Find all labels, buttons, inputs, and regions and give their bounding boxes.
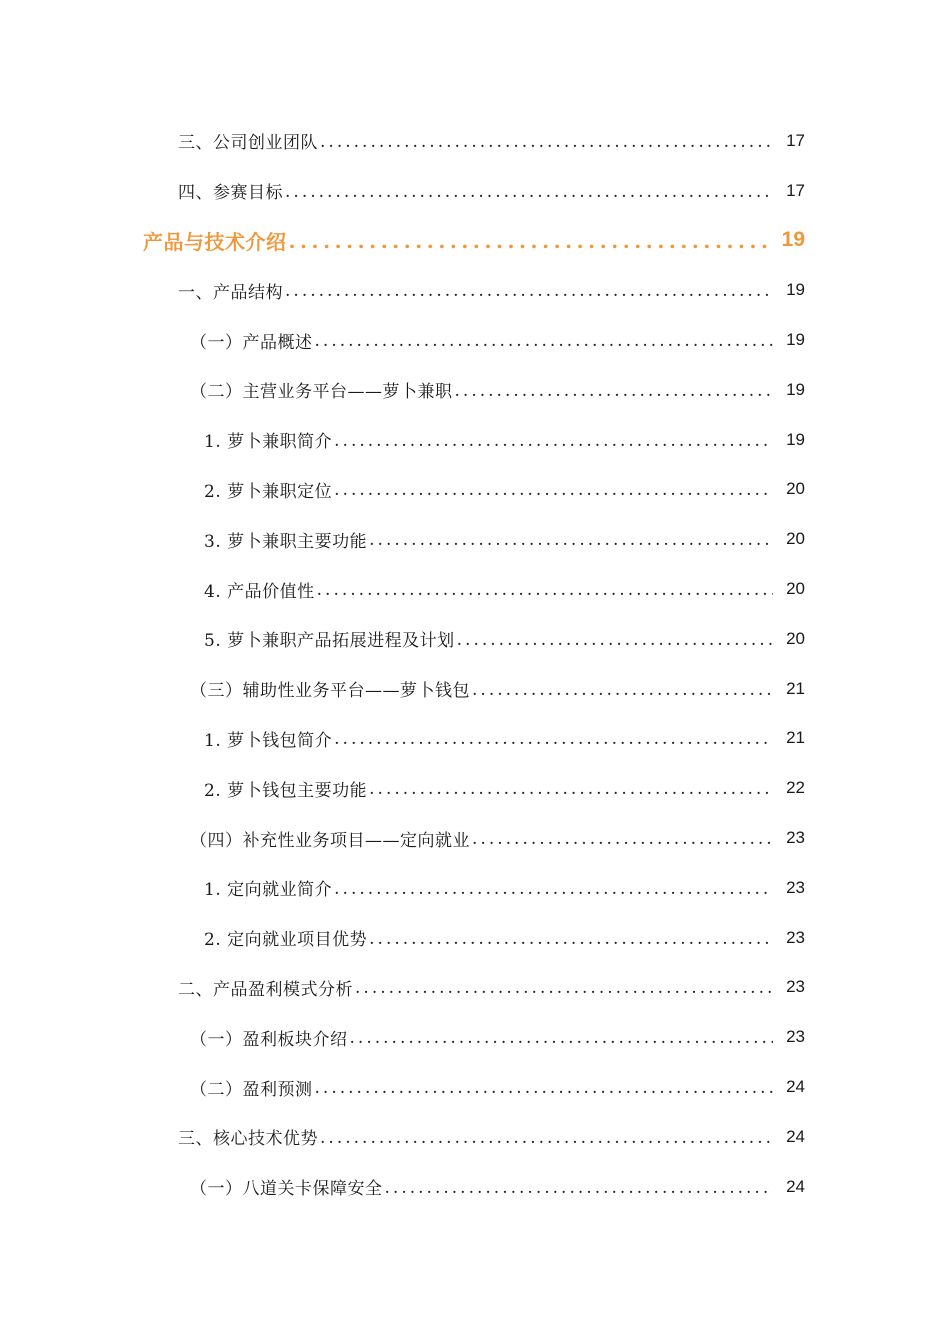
toc-entry[interactable] [0, 863, 950, 913]
toc-entry-label: （三）辅助性业务平台——萝卜钱包 [190, 681, 470, 702]
toc-entry-page-number: 24 [786, 1126, 805, 1146]
toc-entry-label: （四）补充性业务项目——定向就业 [190, 830, 470, 851]
toc-entry-page-number: 20 [786, 529, 805, 549]
toc-entry-label: 1. 萝卜钱包简介 [204, 730, 333, 751]
toc-entry-label: 4. 产品价值性 [204, 581, 315, 602]
toc-entry-label: 3. 萝卜兼职主要功能 [204, 531, 368, 552]
toc-entry[interactable] [0, 813, 950, 863]
toc-dot-leader [369, 929, 773, 949]
toc-entry-label: 2. 萝卜钱包主要功能 [204, 780, 368, 801]
toc-entry-label: 三、公司创业团队 [178, 133, 318, 154]
toc-entry-page-number: 23 [786, 927, 805, 947]
toc-dot-leader [369, 530, 773, 550]
toc-dot-leader [457, 630, 773, 650]
toc-dot-leader [334, 729, 773, 749]
toc-entry[interactable] [0, 265, 950, 315]
toc-entry[interactable] [0, 1062, 950, 1112]
toc-entry[interactable] [0, 714, 950, 764]
toc-dot-leader [385, 1178, 774, 1198]
toc-entry-page-number: 21 [786, 728, 805, 748]
toc-entry-page-number: 24 [786, 1077, 805, 1097]
toc-entry-label: （二）盈利预测 [190, 1079, 313, 1100]
toc-entry-page-number: 21 [786, 678, 805, 698]
toc-entry-page-number: 19 [786, 429, 805, 449]
toc-entry-label: 产品与技术介绍 [143, 229, 287, 254]
toc-entry-label: （二）主营业务平台——萝卜兼职 [190, 382, 453, 403]
toc-entry[interactable] [0, 514, 950, 564]
toc-entry-page-number: 20 [786, 628, 805, 648]
toc-dot-leader [334, 431, 773, 451]
toc-entry-page-number: 17 [786, 180, 805, 200]
toc-entry-page-number: 24 [786, 1176, 805, 1196]
toc-dot-leader [285, 281, 773, 301]
toc-entry-label: （一）盈利板块介绍 [190, 1029, 348, 1050]
toc-entry-page-number: 19 [786, 280, 805, 300]
toc-entry-label: 1. 定向就业简介 [204, 880, 333, 901]
toc-entry-page-number: 19 [786, 330, 805, 350]
toc-dot-leader [317, 580, 773, 600]
toc-dot-leader [320, 132, 773, 152]
toc-dot-leader [285, 182, 773, 202]
toc-entry[interactable] [0, 913, 950, 963]
toc-dot-leader [315, 1078, 774, 1098]
toc-entry-label: 三、核心技术优势 [178, 1129, 318, 1150]
toc-dot-leader [472, 829, 773, 849]
toc-entry[interactable] [0, 614, 950, 664]
toc-dot-leader [369, 779, 773, 799]
toc-dot-leader [350, 1028, 774, 1048]
toc-dot-leader [320, 1128, 773, 1148]
table-of-contents [0, 116, 950, 1212]
toc-dot-leader [455, 381, 774, 401]
toc-entry[interactable] [0, 465, 950, 515]
toc-entry-page-number: 23 [786, 828, 805, 848]
toc-entry-label: （一）八道关卡保障安全 [190, 1179, 383, 1200]
toc-entry-label: 5. 萝卜兼职产品拓展进程及计划 [204, 631, 455, 652]
toc-entry[interactable] [0, 1162, 950, 1212]
toc-entry[interactable] [0, 166, 950, 216]
toc-entry-page-number: 19 [781, 228, 805, 252]
toc-entry[interactable] [0, 365, 950, 415]
toc-entry-label: 2. 定向就业项目优势 [204, 930, 368, 951]
toc-entry-label: 二、产品盈利模式分析 [178, 979, 353, 1000]
toc-entry-page-number: 17 [786, 130, 805, 150]
toc-entry[interactable] [0, 216, 950, 266]
toc-entry[interactable] [0, 1112, 950, 1162]
toc-entry-page-number: 23 [786, 1027, 805, 1047]
toc-entry-page-number: 19 [786, 379, 805, 399]
toc-entry[interactable] [0, 1012, 950, 1062]
toc-entry-label: 四、参赛目标 [178, 183, 283, 204]
toc-entry-label: 一、产品结构 [178, 282, 283, 303]
toc-entry-label: （一）产品概述 [190, 332, 313, 353]
toc-dot-leader [355, 978, 773, 998]
toc-entry[interactable] [0, 664, 950, 714]
toc-dot-leader [334, 480, 773, 500]
toc-entry-page-number: 23 [786, 977, 805, 997]
toc-entry[interactable] [0, 315, 950, 365]
toc-dot-leader [289, 229, 774, 253]
toc-entry[interactable] [0, 963, 950, 1013]
toc-dot-leader [334, 879, 773, 899]
toc-entry[interactable] [0, 415, 950, 465]
toc-entry[interactable] [0, 564, 950, 614]
toc-entry-page-number: 20 [786, 579, 805, 599]
toc-entry[interactable] [0, 763, 950, 813]
toc-entry-label: 2. 萝卜兼职定位 [204, 481, 333, 502]
toc-entry[interactable] [0, 116, 950, 166]
toc-entry-page-number: 22 [786, 778, 805, 798]
toc-entry-label: 1. 萝卜兼职简介 [204, 432, 333, 453]
toc-dot-leader [472, 680, 773, 700]
toc-entry-page-number: 23 [786, 877, 805, 897]
toc-dot-leader [315, 331, 774, 351]
toc-entry-page-number: 20 [786, 479, 805, 499]
